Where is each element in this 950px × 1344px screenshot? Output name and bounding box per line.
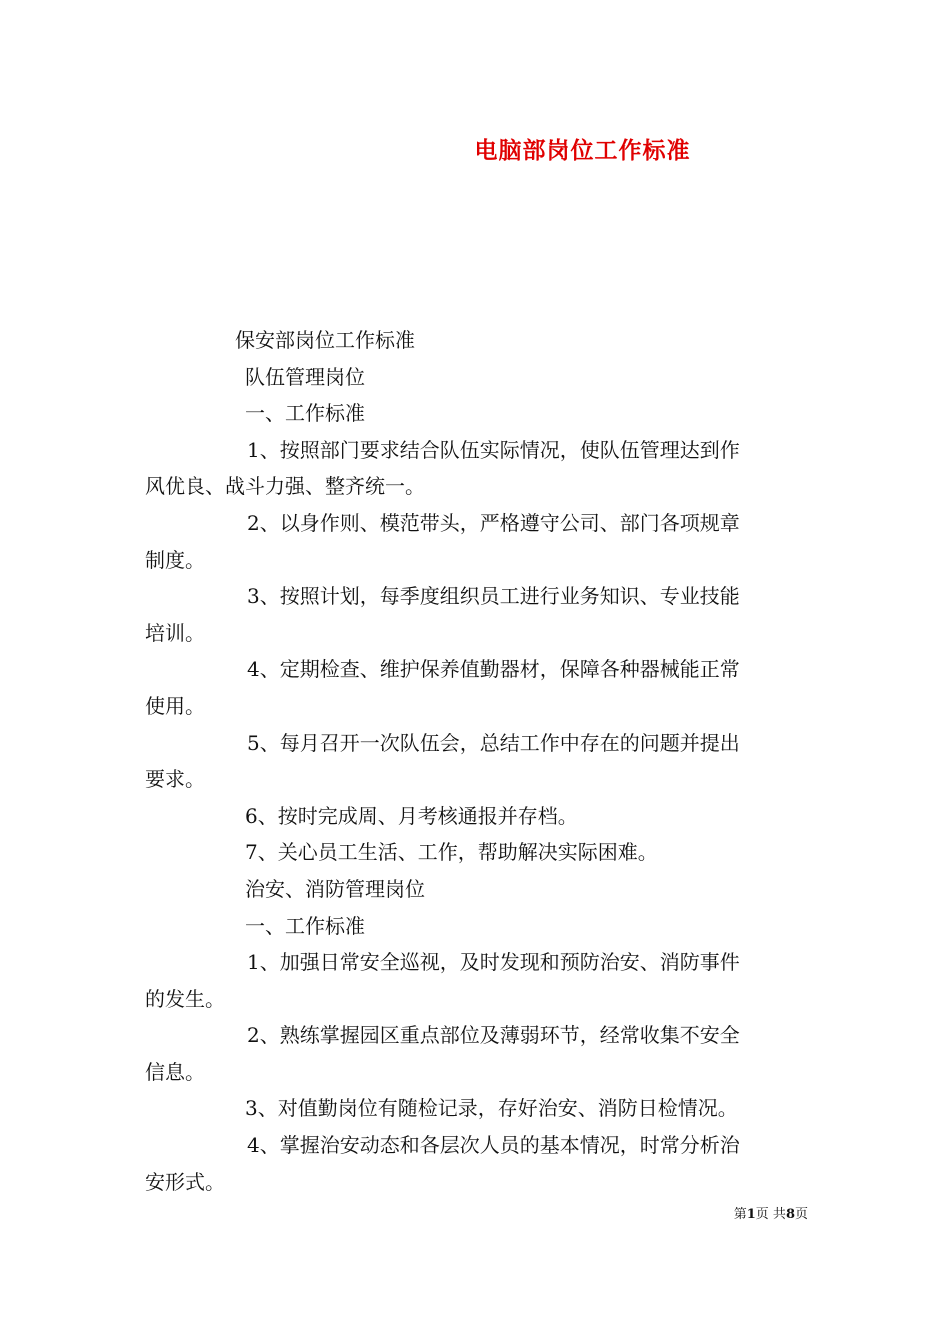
text-line: 3、按照计划，每季度组织员工进行业务知识、专业技能 <box>247 584 740 609</box>
text-line: 治安、消防管理岗位 <box>245 876 425 901</box>
footer-middle: 页 共 <box>755 1207 786 1222</box>
text-line: 一、工作标准 <box>245 913 365 938</box>
text-line: 要求。 <box>145 767 205 792</box>
text-line: 3、对值勤岗位有随检记录，存好治安、消防日检情况。 <box>245 1096 738 1121</box>
page-footer <box>734 1203 808 1222</box>
text-line: 队伍管理岗位 <box>245 364 365 389</box>
footer-suffix: 页 <box>794 1207 808 1222</box>
text-line: 培训。 <box>145 620 205 645</box>
text-line: 制度。 <box>145 547 205 572</box>
text-line: 的发生。 <box>145 986 225 1011</box>
document-body <box>145 322 810 1200</box>
footer-total-pages: 8 <box>785 1207 795 1222</box>
text-line: 风优良、战斗力强、整齐统一。 <box>145 474 425 499</box>
text-line: 1、按照部门要求结合队伍实际情况，使队伍管理达到作 <box>247 437 740 462</box>
text-line: 4、定期检查、维护保养值勤器材，保障各种器械能正常 <box>247 657 740 682</box>
text-line: 4、掌握治安动态和各层次人员的基本情况，时常分析治 <box>247 1133 740 1158</box>
text-line: 保安部岗位工作标准 <box>235 328 415 352</box>
text-line: 1、加强日常安全巡视，及时发现和预防治安、消防事件 <box>247 950 740 975</box>
text-line: 安形式。 <box>145 1169 225 1194</box>
text-line: 使用。 <box>145 693 205 718</box>
footer-current-page: 1 <box>746 1207 756 1222</box>
text-line: 6、按时完成周、月考核通报并存档。 <box>245 803 578 828</box>
text-line: 2、熟练掌握园区重点部位及薄弱环节，经常收集不安全 <box>247 1023 740 1048</box>
text-line: 5、每月召开一次队伍会，总结工作中存在的问题并提出 <box>247 730 740 755</box>
text-line: 一、工作标准 <box>245 401 365 426</box>
footer-prefix: 第 <box>733 1207 747 1222</box>
document-title: 电脑部岗位工作标准 <box>474 137 691 164</box>
text-line: 2、以身作则、模范带头，严格遵守公司、部门各项规章 <box>247 510 740 535</box>
text-line: 7、关心员工生活、工作，帮助解决实际困难。 <box>245 840 658 865</box>
text-line: 信息。 <box>145 1059 205 1084</box>
